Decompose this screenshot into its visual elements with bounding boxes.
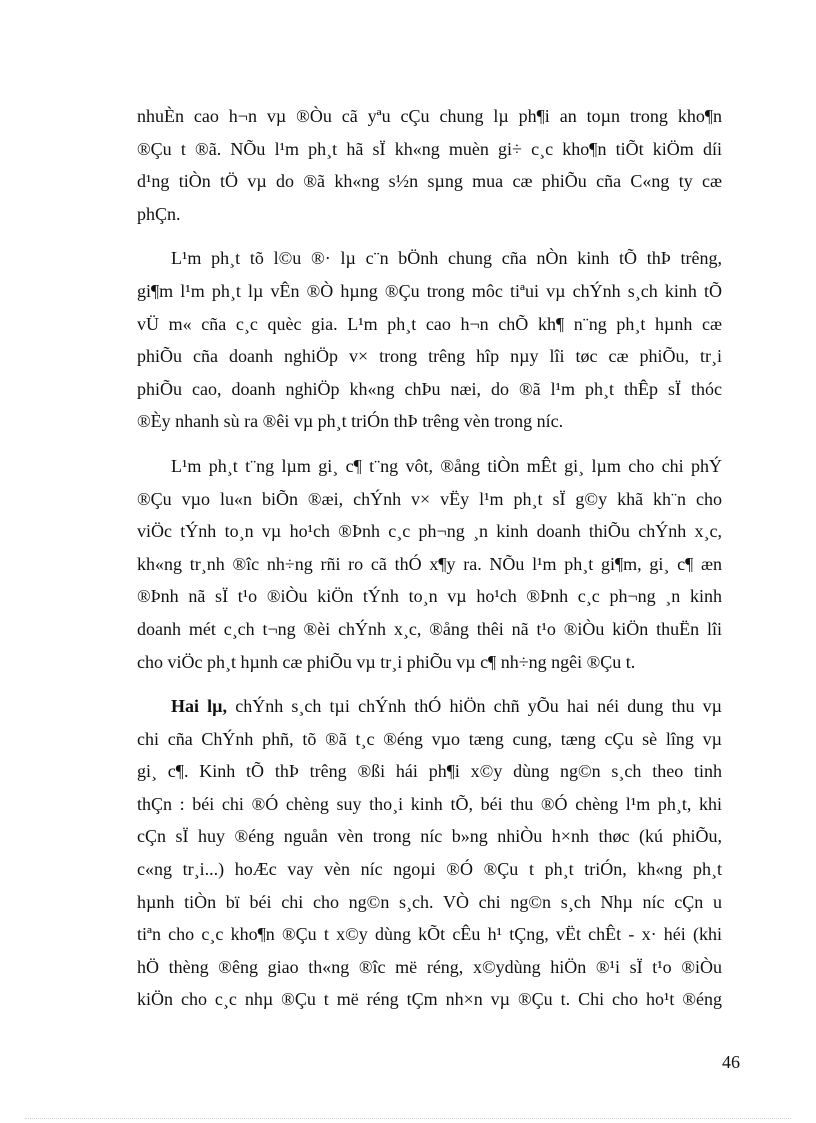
text-line: chi cña ChÝnh phñ, tõ ®ã t¸c ®éng vµo tæng cung, tæng cÇu sè lîng vµ xyxy=(137,728,722,749)
text-line: phiÕu cao, doanh nghiÖp kh«ng chÞu næi, do ®ã l¹m ph¸t thÊp sÏ thóc xyxy=(137,378,722,399)
text-line: ®Èy nhanh sù ra ®êi vµ ph¸t triÓn thÞ trêng vèn trong níc. xyxy=(137,411,564,432)
paragraph-4 xyxy=(137,690,722,1016)
text-line: doanh mét c¸ch t¬ng ®èi chÝnh x¸c, ®ång thêi nã t¹o ®iÒu kiÖn thuËn lîi xyxy=(137,618,722,639)
page-bottom-divider xyxy=(25,1118,791,1119)
text-line: ®Þnh nã sÏ t¹o ®iÒu kiÖn tÝnh to¸n vµ ho¹ch ®Þnh c¸c ph¬ng ¸n kinh xyxy=(137,586,722,607)
text-line: kiÖn cho c¸c nhµ ®Çu t më réng tÇm nh×n vµ ®Çu t. Chi cho ho¹t ®éng xyxy=(137,989,722,1010)
text-line: L¹m ph¸t t¨ng lµm gi¸ c¶ t¨ng vôt, ®ång tiÒn mÊt gi¸ lµm cho chi phÝ xyxy=(171,455,722,476)
paragraph-lead: Hai lµ, xyxy=(171,696,228,717)
text-line: c«ng tr¸i...) hoÆc vay vèn níc ngoµi ®Ó ®Çu t ph¸t triÓn, kh«ng ph¸t xyxy=(137,859,722,880)
text-line: cÇn sÏ huy ®éng nguån vèn trong níc b»ng nhiÒu h×nh thøc (kú phiÕu, xyxy=(137,826,722,847)
text-line: hµnh tiÒn bï béi chi cho ng©n s¸ch. VÒ chi ng©n s¸ch Nhµ níc cÇn u xyxy=(137,891,722,912)
text-line: gi¶m l¹m ph¸t lµ vÊn ®Ò hµng ®Çu trong môc tiªui vµ chÝnh s¸ch kinh tÕ xyxy=(137,280,722,301)
text-line: kh«ng tr¸nh ®îc nh÷ng rñi ro cã thÓ x¶y ra. NÕu l¹m ph¸t gi¶m, gi¸ c¶ æn xyxy=(137,553,722,574)
text-line: d¹ng tiÒn tÖ vµ do ®ã kh«ng s½n sµng mua cæ phiÕu cña C«ng ty cæ xyxy=(137,171,722,192)
text-line: vÜ m« cña c¸c quèc gia. L¹m ph¸t cao h¬n chÕ kh¶ n¨ng ph¸t hµnh cæ xyxy=(137,313,722,334)
text-line: tiªn cho c¸c kho¶n ®Çu t x©y dùng kÕt cÊu h¹ tÇng, vËt chÊt - x· héi (khi xyxy=(137,924,722,945)
paragraph-3 xyxy=(137,450,722,678)
text-line: phÇn. xyxy=(137,203,181,224)
text-line: viÖc tÝnh to¸n vµ ho¹ch ®Þnh c¸c ph¬ng ¸n kinh doanh thiÕu chÝnh x¸c, xyxy=(137,521,722,542)
text-line: L¹m ph¸t tõ l©u ®· lµ c¨n bÖnh chung cña nÒn kinh tÕ thÞ trêng, xyxy=(171,248,722,269)
text-line: gi¸ c¶. Kinh tÕ thÞ trêng ®ßi hái ph¶i x©y dùng ng©n s¸ch theo tinh xyxy=(137,761,722,782)
body-text xyxy=(137,100,722,1028)
text-line: hÖ thèng ®êng giao th«ng ®îc më réng, x©ydùng hiÖn ®¹i sÏ t¹o ®iÒu xyxy=(137,956,722,977)
text-line: thÇn : béi chi ®Ó chèng suy tho¸i kinh tÕ, béi thu ®Ó chèng l¹m ph¸t, khi xyxy=(137,793,722,814)
text-run: chÝnh s¸ch tµi chÝnh thÓ hiÖn chñ yÕu hai néi dung thu vµ xyxy=(227,696,723,717)
text-line: nhuÈn cao h¬n vµ ®Òu cã yªu cÇu chung lµ ph¶i an toµn trong kho¶n xyxy=(137,106,722,126)
page-number: 46 xyxy=(722,1052,740,1072)
text-line: phiÕu cña doanh nghiÖp v× trong trêng hîp nµy lîi tøc cæ phiÕu, tr¸i xyxy=(137,346,722,367)
text-line: ®Çu vµo lu«n biÕn ®æi, chÝnh v× vËy l¹m ph¸t sÏ g©y khã kh¨n cho xyxy=(137,488,722,509)
text-line: cho viÖc ph¸t hµnh cæ phiÕu vµ tr¸i phiÕu vµ c¶ nh÷ng ngêi ®Çu t. xyxy=(137,651,636,672)
text-line: ®Çu t ®ã. NÕu l¹m ph¸t hã sÏ kh«ng muèn gi÷ c¸c kho¶n tiÕt kiÖm díi xyxy=(137,138,722,159)
paragraph-2 xyxy=(137,242,722,438)
paragraph-1 xyxy=(137,100,722,230)
text-line xyxy=(137,690,722,723)
